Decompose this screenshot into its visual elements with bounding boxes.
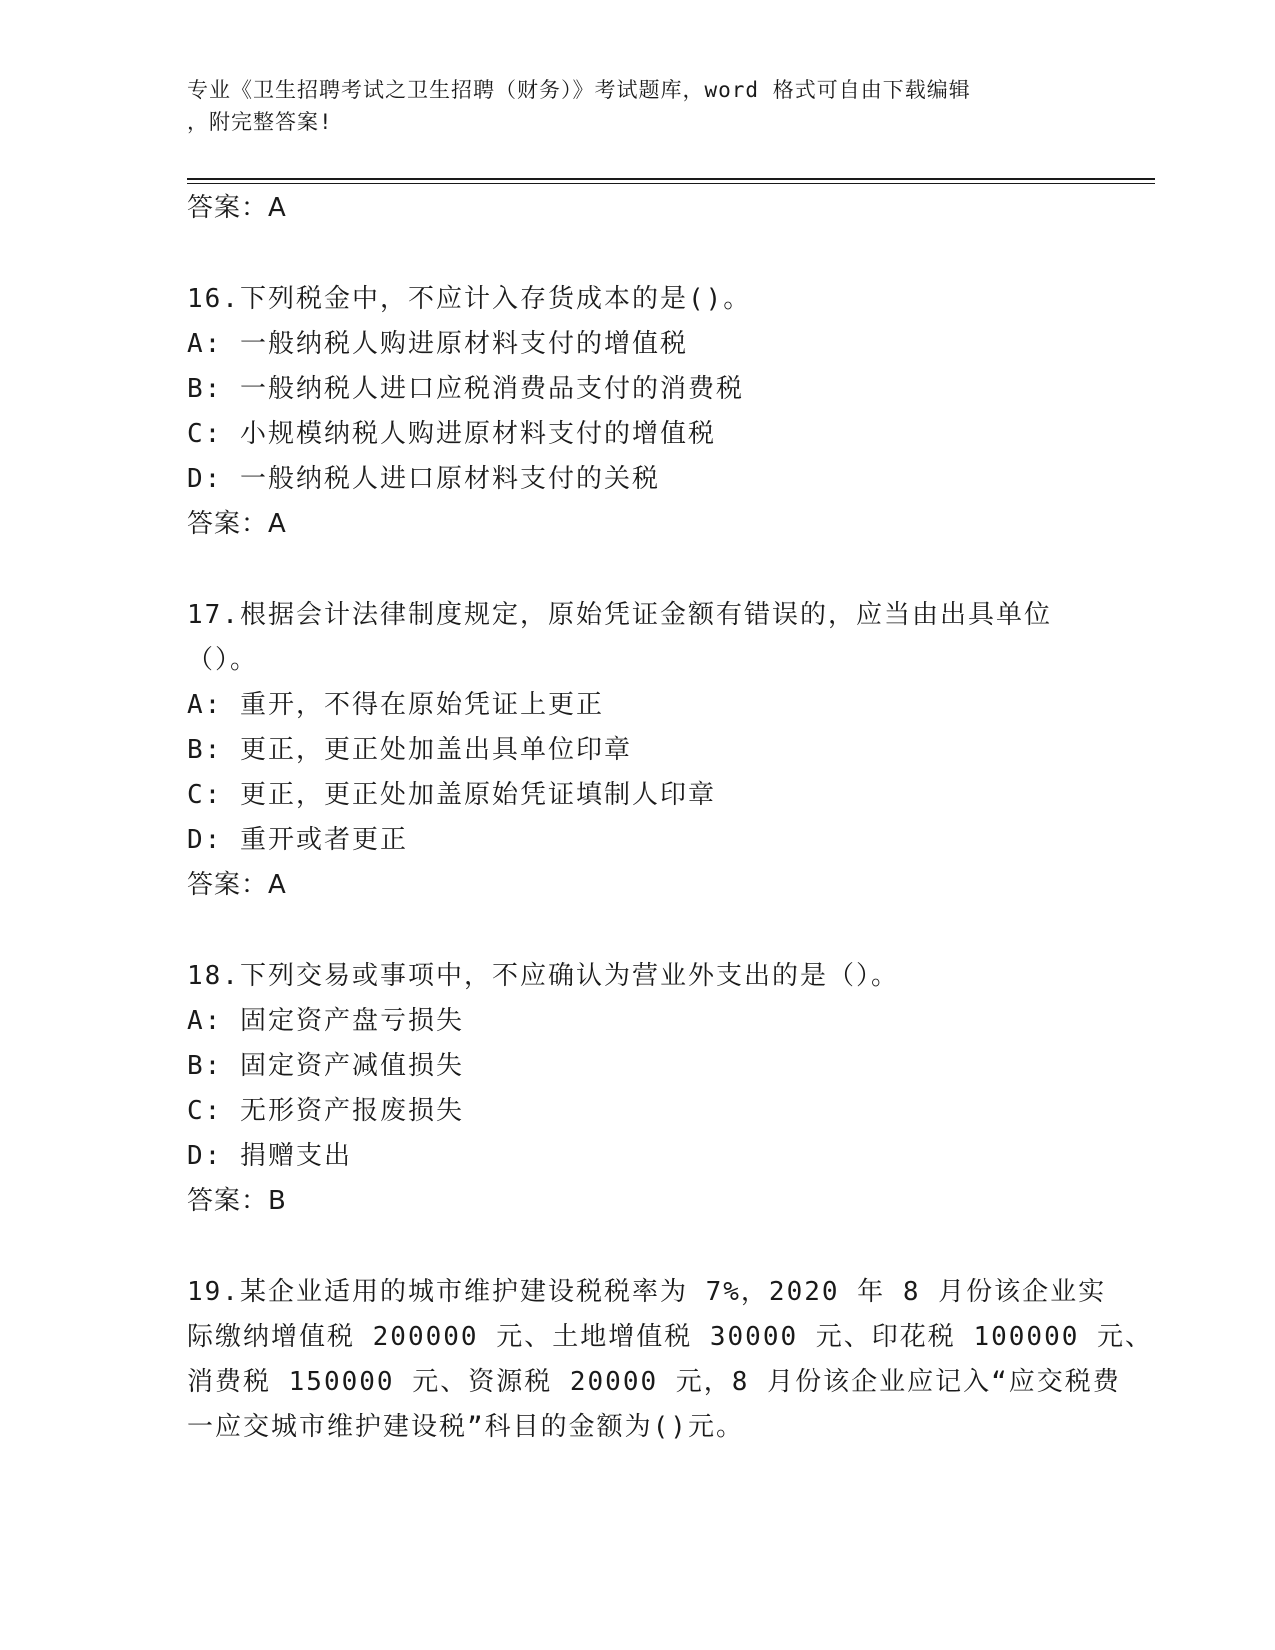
option-d: D: 重开或者更正 xyxy=(187,825,408,855)
question-stem: 16.下列税金中，不应计入存货成本的是()。 xyxy=(187,284,752,314)
question-stem: 19.某企业适用的城市维护建设税税率为 7%，2020 年 8 月份该企业实 xyxy=(187,1277,1107,1307)
question-stem-cont: 际缴纳增值税 200000 元、土地增值税 30000 元、印花税 100000 元、 xyxy=(187,1322,1154,1352)
option-d: D: 捐赠支出 xyxy=(187,1141,352,1171)
prev-answer: 答案：A xyxy=(187,193,287,223)
spacer xyxy=(187,908,1087,954)
answer: 答案：B xyxy=(187,1186,287,1216)
option-c: C: 小规模纳税人购进原材料支付的增值税 xyxy=(187,419,716,449)
answer: 答案：A xyxy=(187,870,287,900)
question-19 xyxy=(187,1270,1154,1450)
option-b: B: 一般纳税人进口应税消费品支付的消费税 xyxy=(187,374,744,404)
option-a: A: 一般纳税人购进原材料支付的增值税 xyxy=(187,329,688,359)
question-stem-cont: 消费税 150000 元、资源税 20000 元，8 月份该企业应记入“应交税费 xyxy=(187,1367,1121,1397)
option-c: C: 无形资产报废损失 xyxy=(187,1096,464,1126)
header-line-1: 专业《卫生招聘考试之卫生招聘（财务）》考试题库，word 格式可自由下载编辑 xyxy=(187,78,971,102)
question-list xyxy=(187,186,1154,1450)
header-line-2: ，附完整答案! xyxy=(187,110,333,134)
question-stem-cont: （）。 xyxy=(187,645,259,675)
option-c: C: 更正，更正处加盖原始凭证填制人印章 xyxy=(187,780,716,810)
question-stem-cont: 一应交城市维护建设税”科目的金额为()元。 xyxy=(187,1412,744,1442)
question-18 xyxy=(187,954,1087,1224)
spacer xyxy=(187,231,1087,277)
option-a: A: 重开，不得在原始凭证上更正 xyxy=(187,690,604,720)
option-b: B: 更正，更正处加盖出具单位印章 xyxy=(187,735,632,765)
question-stem: 18.下列交易或事项中，不应确认为营业外支出的是（）。 xyxy=(187,961,899,991)
option-a: A: 固定资产盘亏损失 xyxy=(187,1006,464,1036)
question-stem: 17.根据会计法律制度规定，原始凭证金额有错误的，应当由出具单位 xyxy=(187,600,1052,630)
header-divider-thick xyxy=(187,178,1155,180)
spacer xyxy=(187,1224,1087,1270)
question-16 xyxy=(187,277,1087,547)
option-d: D: 一般纳税人进口原材料支付的关税 xyxy=(187,464,660,494)
question-17 xyxy=(187,593,1087,908)
document-header xyxy=(187,74,1067,138)
spacer xyxy=(187,547,1087,593)
answer: 答案：A xyxy=(187,509,287,539)
option-b: B: 固定资产减值损失 xyxy=(187,1051,464,1081)
header-divider-thin xyxy=(187,183,1155,184)
